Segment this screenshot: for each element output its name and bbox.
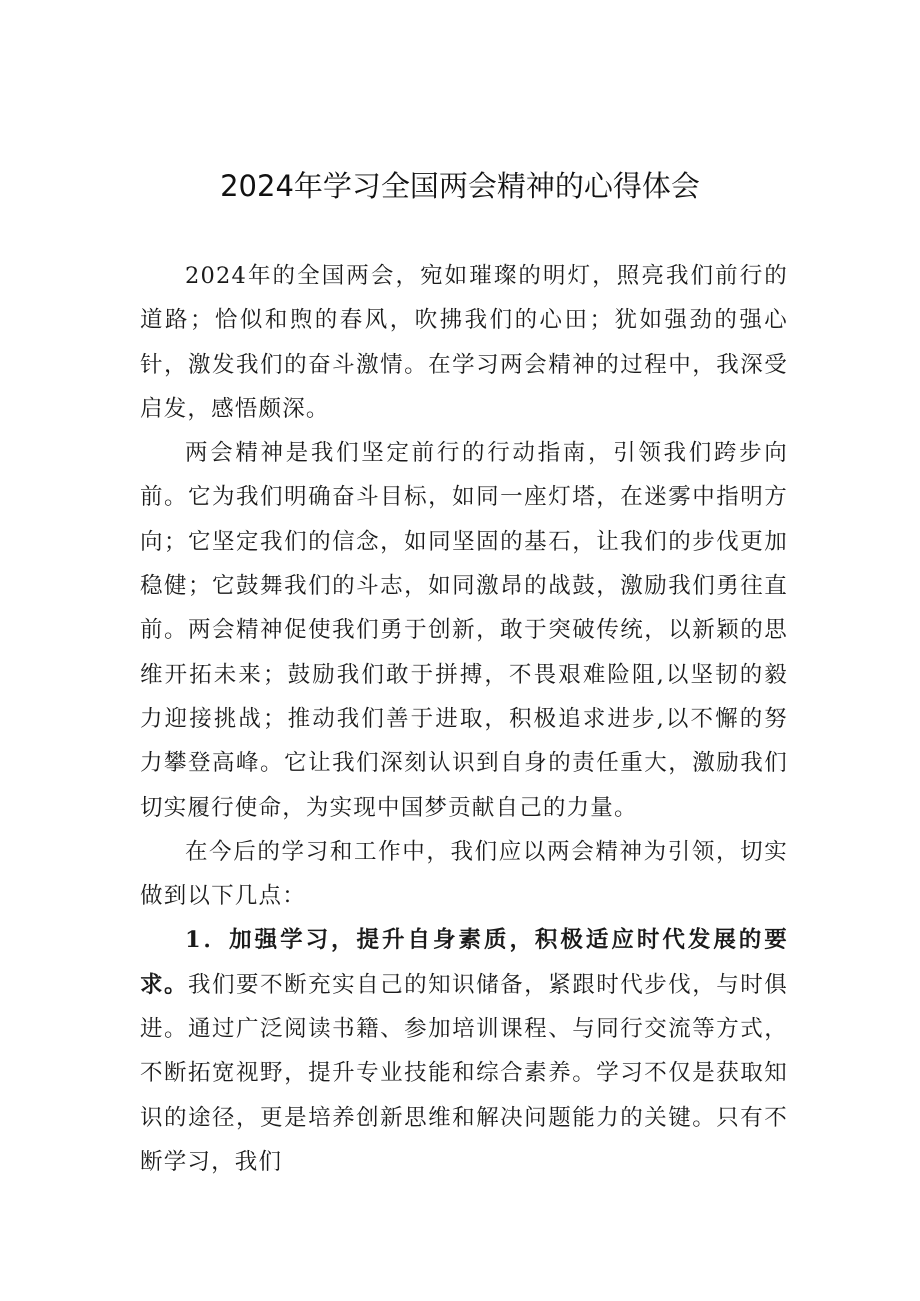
point-1-text: 我们要不断充实自己的知识储备，紧跟时代步伐，与时俱进。通过广泛阅读书籍、参加培训课程、与同行交流等方式，不断拓宽视野，提升专业技能和综合素养。学习不仅是获取知识的途径，更是培养创新思维和解决问题能力的关键。只有不断学习，我们 [140,971,788,1175]
page-title: 2024年学习全国两会精神的心得体会 [220,169,700,203]
paragraph-intro: 2024年的全国两会，宛如璀璨的明灯，照亮我们前行的道路；恰似和煦的春风，吹拂我们的心田；犹如强劲的强心针，激发我们的奋斗激情。在学习两会精神的过程中，我深受启发，感悟颇深。 [140,263,788,422]
paragraph-point-1 [140,918,788,1184]
paragraph-guidance: 两会精神是我们坚定前行的行动指南，引领我们跨步向前。它为我们明确奋斗目标，如同一座灯塔，在迷雾中指明方向；它坚定我们的信念，如同坚固的基石，让我们的步伐更加稳健；它鼓舞我们的斗志，如同激昂的战鼓，激励我们勇往直前。两会精神促使我们勇于创新，敢于突破传统，以新颖的思维开拓未来；鼓励我们敢于拼搏，不畏艰难险阻,以坚韧的毅力迎接挑战；推动我们善于进取，积极追求进步,以不懈的努力攀登高峰。它让我们深刻认识到自身的责任重大，激励我们切实履行使命，为实现中国梦贡献自己的力量。 [140,440,788,821]
point-1-heading: 1．加强学习，提升自身素质，积极适应时代发展的要求。 [140,927,788,998]
paragraph-transition: 在今后的学习和工作中，我们应以两会精神为引领，切实做到以下几点： [140,838,788,910]
document-body [140,254,788,1184]
